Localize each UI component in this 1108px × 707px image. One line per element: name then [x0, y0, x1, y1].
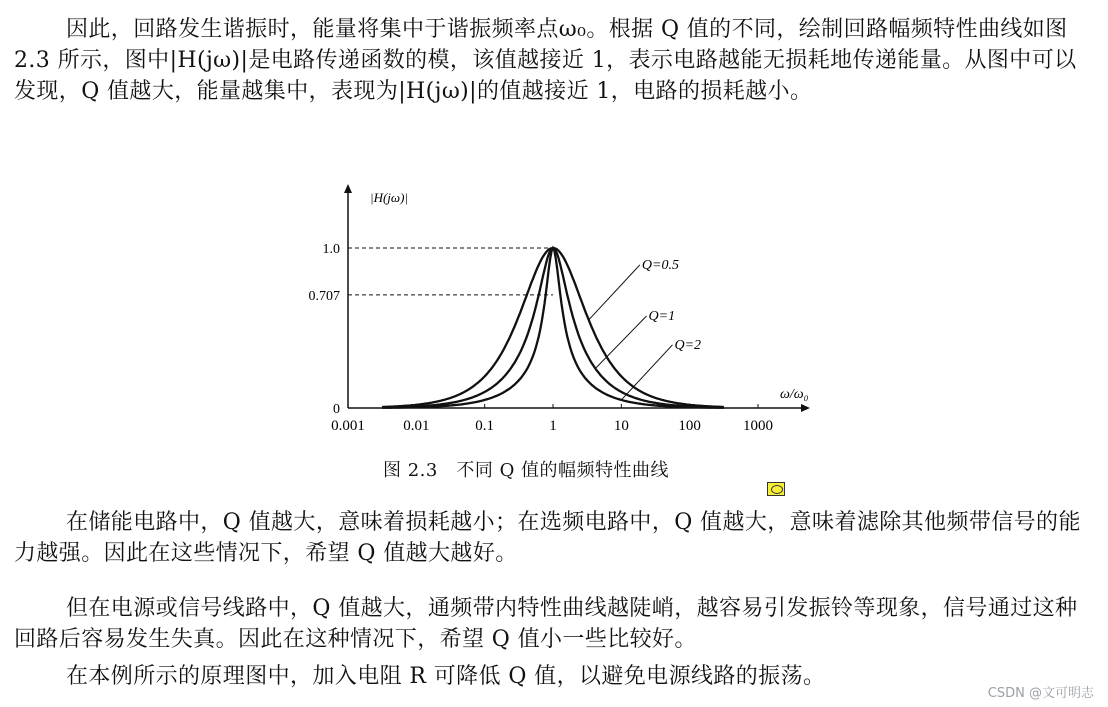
power-line-paragraph: 但在电源或信号线路中，Q 值越大，通频带内特性曲线越陡峭，越容易引发振铃等现象，信号通过这种回路后容易发生失真。因此在这种情况下，希望 Q 值小一些比较好。 [14, 596, 1078, 652]
figure-caption: 图 2.3 不同 Q 值的幅频特性曲线 [383, 460, 670, 481]
curve-label: Q=0.5 [641, 257, 679, 273]
x-tick-label: 100 [678, 418, 701, 434]
curve-label: Q=2 [674, 337, 702, 353]
x-tick-label: 0.1 [475, 418, 495, 434]
comment-icon[interactable] [767, 482, 785, 496]
y-axis-label: |H(jω)| [370, 190, 408, 205]
curve-leader-line [595, 316, 646, 369]
intro-paragraph: 因此，回路发生谐振时，能量将集中于谐振频率点ω₀。根据 Q 值的不同，绘制回路幅频特性曲线如图 2.3 所示，图中|H(jω)|是电路传递函数的模，该值越接近 1，表示电路越能无损耗地传递能量。从图中可以发现，Q 值越大，能量越集中，表现为|H(jω)|的值越接近 1，电路的损耗越小。 [14, 17, 1077, 104]
frequency-response-chart [300, 178, 820, 478]
curve-leader-line [589, 265, 640, 320]
resistor-paragraph: 在本例所示的原理图中，加入电阻 R 可降低 Q 值，以避免电源线路的振荡。 [66, 664, 826, 689]
x-tick-label: 0.01 [403, 418, 430, 434]
x-tick-label: 10 [613, 418, 629, 434]
curve-leader-line [621, 345, 672, 400]
x-tick-label: 0.001 [331, 418, 365, 434]
y-tick-label: 0 [333, 402, 340, 417]
watermark: CSDN @文可明志 [987, 686, 1094, 701]
y-axis-arrow [344, 184, 352, 193]
frequency-response-figure [300, 178, 820, 478]
y-tick-label: 1.0 [322, 242, 340, 257]
y-tick-label: 0.707 [308, 288, 340, 304]
storage-circuit-paragraph: 在储能电路中，Q 值越大，意味着损耗越小；在选频电路中，Q 值越大，意味着滤除其他频带信号的能力越强。因此在这些情况下，希望 Q 值越大越好。 [14, 510, 1081, 566]
curve-label: Q=1 [648, 309, 676, 324]
x-axis-arrow [801, 404, 810, 412]
x-axis-label: ω/ω₀ [780, 387, 809, 402]
x-tick-label: 1 [549, 418, 557, 434]
x-tick-label: 1000 [743, 418, 773, 434]
